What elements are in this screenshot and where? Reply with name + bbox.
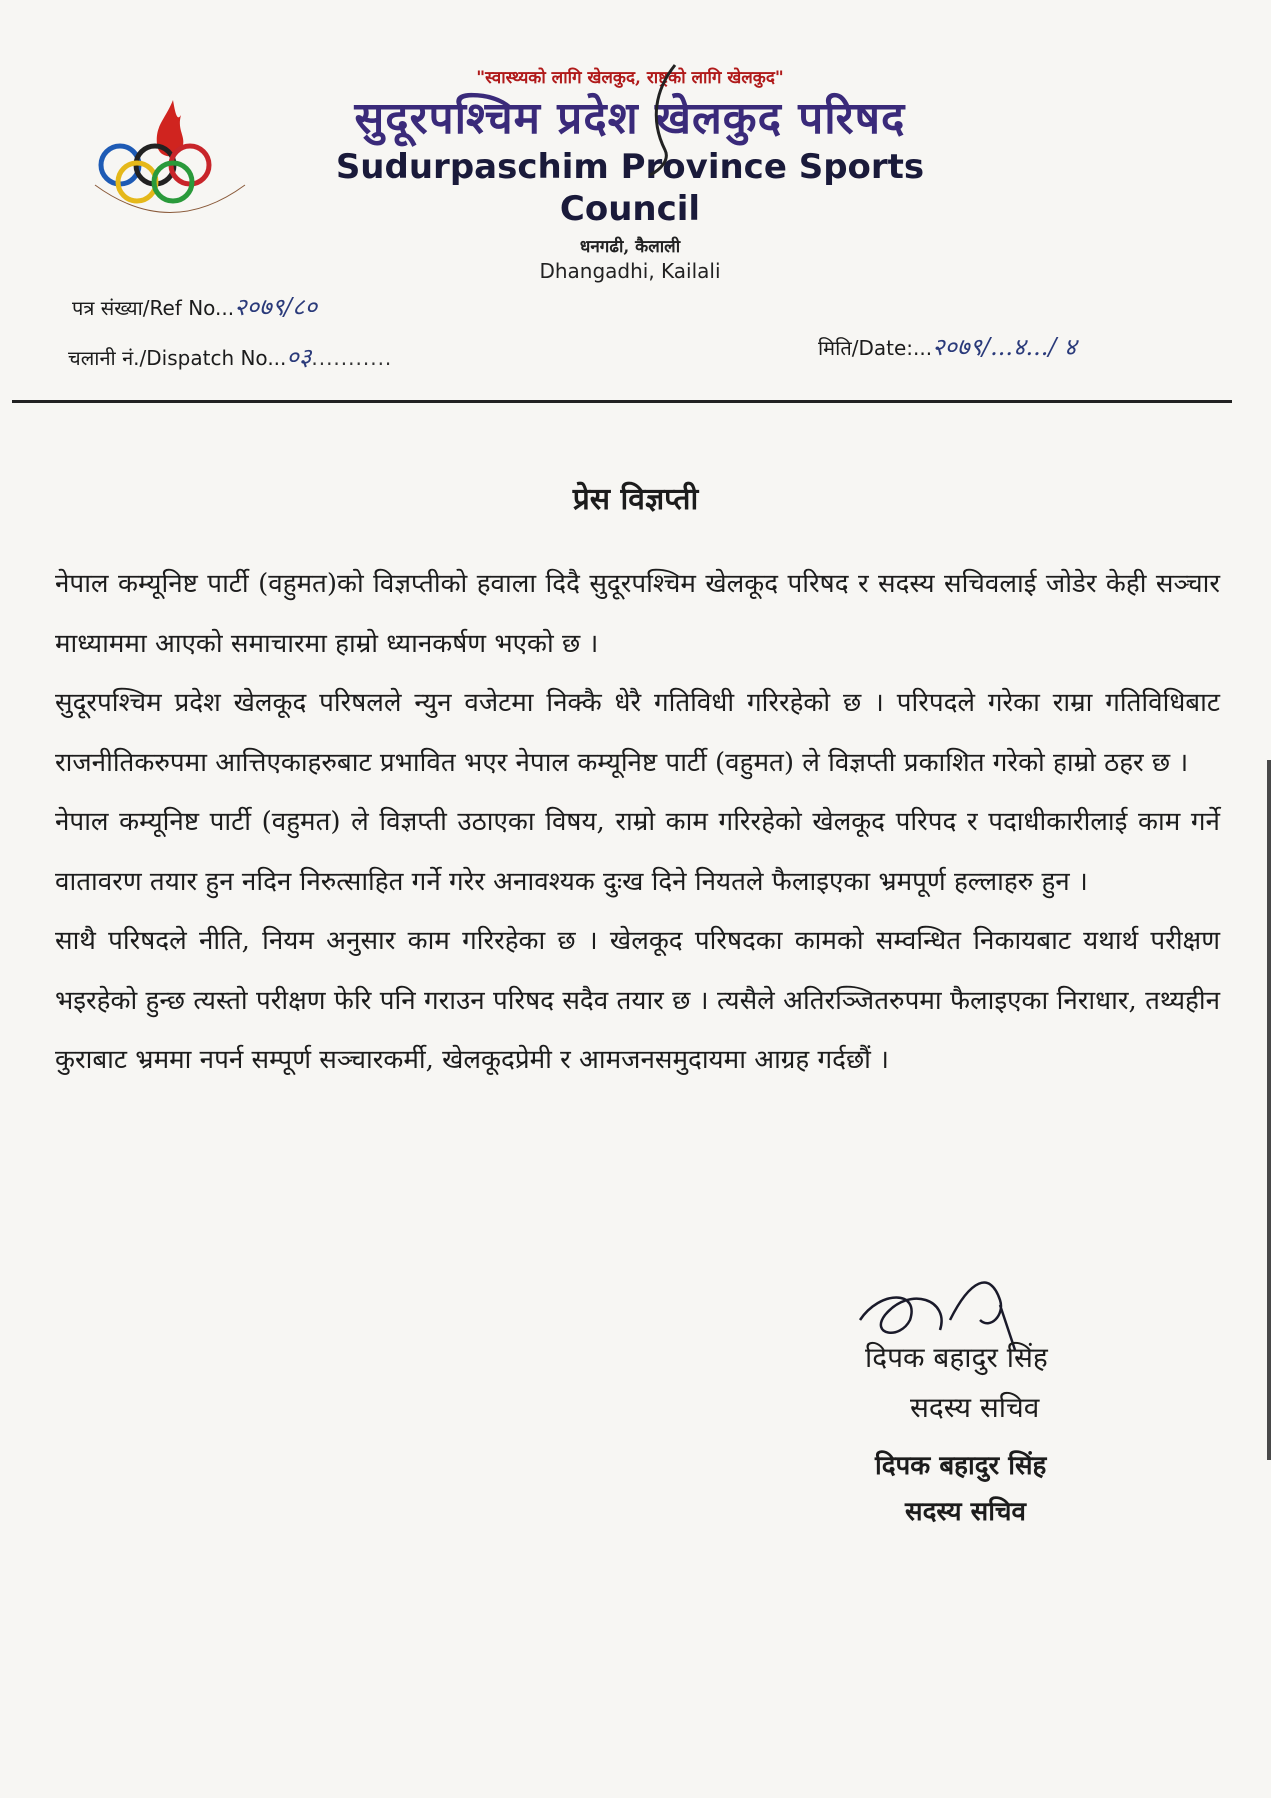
council-title-nepali: सुदूरपश्चिम प्रदेश खेलकुद परिषद: [354, 93, 906, 144]
date-value: २०७९/...४.../ ४: [932, 333, 1077, 361]
paragraph: नेपाल कम्यूनिष्ट पार्टी (वहुमत)को विज्ञप्तीको हवाला दिदै सुदूरपश्चिम खेलकूद परिषद र सदस्य सचिवलाई जोडेर केही सञ्चार माध्याममा आएको समाचारमा हाम्रो ध्यानकर्षण भएको छ ।: [55, 569, 1220, 659]
city-nepali: धनगढी, कैलाली: [579, 237, 681, 257]
signatory-title-stamp: सदस्य सचिव: [905, 1497, 1026, 1527]
signature-scribble: [840, 1260, 1120, 1400]
signatory-name-handwritten: दिपक बहादुर सिंह: [865, 1341, 1048, 1374]
ref-number: पत्र संख्या/Ref No...२०७९/८०: [72, 293, 318, 321]
council-title-english: Sudurpaschim Province Sports Council: [335, 147, 925, 229]
signatory-name-stamp: दिपक बहादुर सिंह: [875, 1451, 1047, 1481]
dispatch-number-value: ०३: [286, 343, 312, 371]
signature-stroke-icon: [635, 60, 695, 180]
signatory-title-handwritten: सदस्य सचिव: [910, 1391, 1040, 1424]
press-release-body: [55, 555, 1220, 1091]
date-field: मिति/Date:...२०७९/...४.../ ४: [818, 333, 1077, 361]
header-divider: [12, 400, 1232, 403]
motto: "स्वास्थ्यको लागि खेलकुद, राष्ट्रको लागि खेलकुद": [476, 68, 784, 88]
page-edge: [1267, 760, 1271, 1460]
council-logo: [85, 90, 255, 230]
city-english: Dhangadhi, Kailali: [539, 259, 721, 283]
ref-number-value: २०७९/८०: [234, 293, 318, 321]
letterhead: [290, 65, 970, 283]
paragraph: सुदूरपश्चिम प्रदेश खेलकूद परिषलले न्युन वजेटमा निक्कै धेरै गतिविधी गरिरहेको छ । परिपदले गरेका राम्रा गतिविधिबाट राजनीतिकरुपमा आत्तिएकाहरुबाट प्रभावित भएर नेपाल कम्यूनिष्ट पार्टी (वहुमत) ले विज्ञप्ती प्रकाशित गरेको हाम्रो ठहर छ ।: [55, 688, 1220, 778]
dispatch-number: चलानी नं./Dispatch No...०३...........: [68, 343, 393, 371]
press-release-heading: प्रेस विज्ञप्ती: [572, 482, 699, 517]
paragraph: साथै परिषदले नीति, नियम अनुसार काम गरिरहेका छ । खेलकूद परिषदका कामको सम्वन्धित निकायबाट यथार्थ परीक्षण भइरहेको हुन्छ त्यस्तो परीक्षण फेरि पनि गराउन परिषद सदैव तयार छ । त्यसैले अतिरञ्जितरुपमा फैलाइएका निराधार, तथ्यहीन कुराबाट भ्रममा नपर्न सम्पूर्ण सञ्चारकर्मी, खेलकूदप्रेमी र आमजनसमुदायमा आग्रह गर्दछौं ।: [55, 926, 1220, 1075]
paragraph: नेपाल कम्यूनिष्ट पार्टी (वहुमत) ले विज्ञप्ती उठाएका विषय, राम्रो काम गरिरहेको खेलकूद परिपद र पदाधीकारीलाई काम गर्ने वातावरण तयार हुन नदिन निरुत्साहित गर्ने गरेर अनावश्यक दुःख दिने नियतले फैलाइएका भ्रमपूर्ण हल्लाहरु हुन ।: [55, 807, 1220, 897]
